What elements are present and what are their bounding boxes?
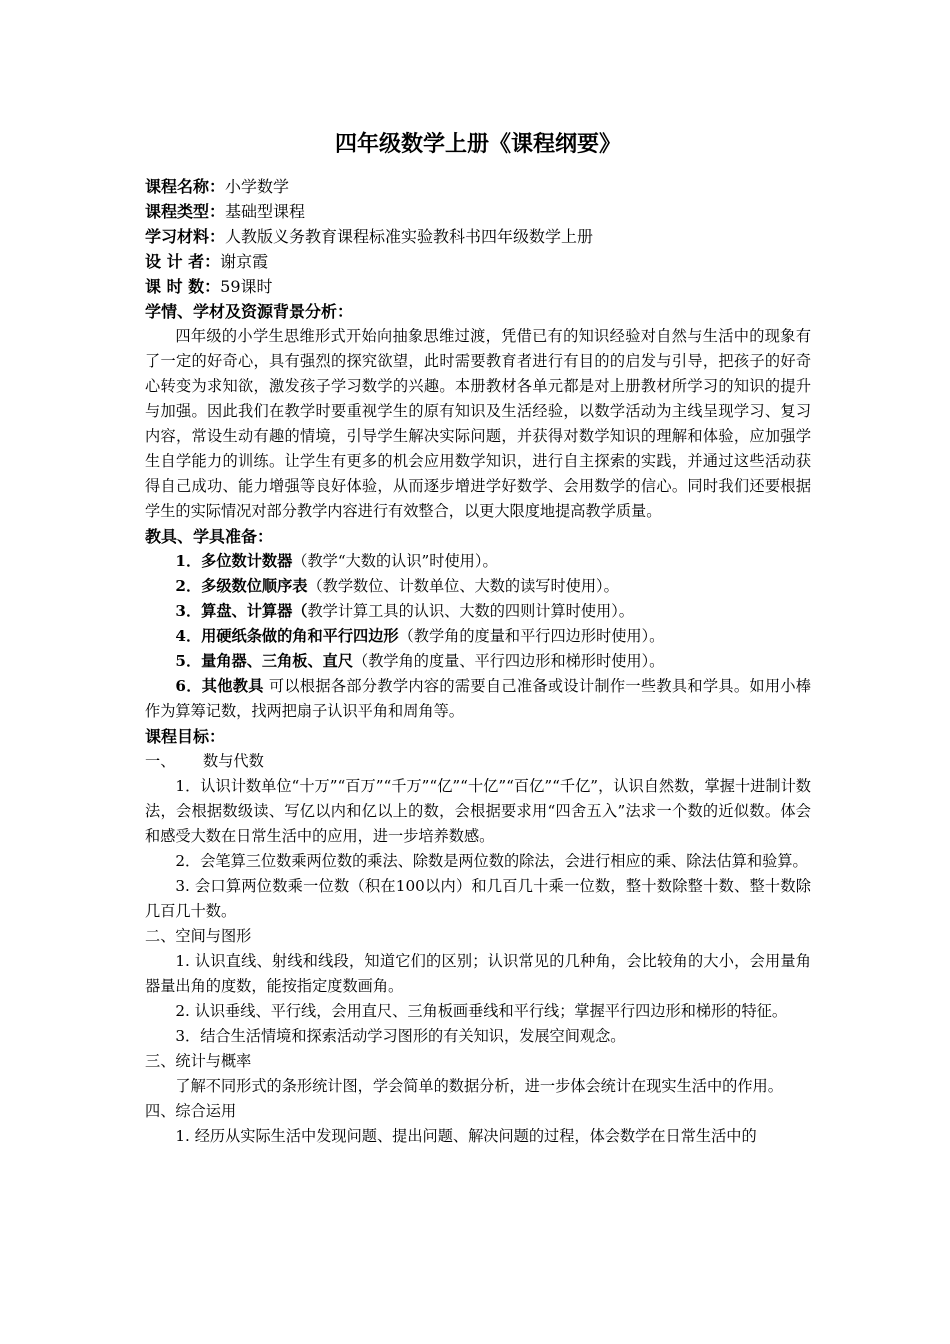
hours-value: 59课时 (220, 277, 273, 296)
course-name-value: 小学数学 (225, 177, 290, 196)
materials-line (145, 224, 811, 249)
goal-paragraph: 1. 认识直线、射线和线段，知道它们的区别；认识常见的几种角，会比较角的大小，会用量角器量出角的度数，能按指定度数画角。 (145, 952, 811, 995)
section-heading-space-shape: 二、空间与图形 (145, 927, 252, 945)
tool-number: 4． (175, 627, 202, 645)
goal-paragraph: 3．结合生活情境和探索活动学习图形的有关知识，发展空间观念。 (175, 1027, 626, 1045)
tool-name: 多位数计数器 (201, 552, 293, 570)
goals-heading: 课程目标： (145, 727, 226, 746)
goal-paragraph: 1．认识计数单位“十万”“百万”“千万”“亿”“十亿”“百亿”“千亿”，认识自然数，掌握十进制计数法，会根据数级读、写亿以内和亿以上的数，会根据要求用“四舍五入”法求一个数的近似数。体会和感受大数在日常生活中的应用，进一步培养数感。 (145, 777, 811, 845)
tool-name: 算盘、计算器（ (201, 602, 308, 620)
tool-number: 3． (175, 602, 202, 620)
section-heading-application: 四、综合运用 (145, 1102, 237, 1120)
section-heading-number-algebra (145, 749, 811, 774)
tool-description: （教学数位、计数单位、大数的读写时使用）。 (307, 577, 619, 595)
materials-value: 人教版义务教育课程标准实验教科书四年级数学上册 (225, 227, 594, 246)
goal-paragraph: 了解不同形式的条形统计图，学会简单的数据分析，进一步体会统计在现实生活中的作用。 (175, 1077, 783, 1095)
tool-name: 其他教具 (201, 677, 264, 695)
hours-line (145, 274, 811, 299)
document-title: 四年级数学上册《课程纲要》 (334, 131, 621, 157)
section-number: 一、 (145, 752, 176, 770)
tool-item (145, 649, 811, 674)
tool-name: 多级数位顺序表 (201, 577, 308, 595)
background-heading: 学情、学材及资源背景分析： (145, 302, 354, 321)
designer-line (145, 249, 811, 274)
designer-value: 谢京霞 (220, 252, 269, 271)
tool-number: 2． (175, 577, 202, 595)
tool-description: 教学计算工具的认识、大数的四则计算时使用）。 (307, 602, 634, 620)
tool-item (145, 674, 811, 724)
course-type-line (145, 199, 811, 224)
tool-item (145, 574, 811, 599)
course-name-line (145, 174, 811, 199)
hours-label: 课 时 数： (145, 277, 221, 296)
tool-number: 6． (175, 677, 202, 695)
tool-description: （教学“大数的认识”时使用）。 (292, 552, 498, 570)
materials-label: 学习材料： (145, 227, 226, 246)
section-title: 数与代数 (203, 752, 264, 770)
tool-number: 5． (175, 652, 202, 670)
goal-paragraph: 2. 认识垂线、平行线，会用直尺、三角板画垂线和平行线；掌握平行四边形和梯形的特征。 (175, 1002, 788, 1020)
tool-item (145, 624, 811, 649)
tool-number: 1． (175, 552, 202, 570)
designer-label: 设 计 者： (145, 252, 221, 271)
goal-paragraph: 1. 经历从实际生活中发现问题、提出问题、解决问题的过程，体会数学在日常生活中的 (175, 1127, 757, 1145)
document-page (145, 128, 811, 1149)
background-paragraph: 四年级的小学生思维形式开始向抽象思维过渡，凭借已有的知识经验对自然与生活中的现象有了一定的好奇心，具有强烈的探究欲望，此时需要教育者进行有目的的启发与引导，把孩子的好奇心转变为求知欲，激发孩子学习数学的兴趣。本册教材各单元都是对上册教材所学习的知识的提升与加强。因此我们在教学时要重视学生的原有知识及生活经验，以数学活动为主线呈现学习、复习内容，常设生动有趣的情境，引导学生解决实际问题，并获得对数学知识的理解和体验，应加强学生自学能力的训练。让学生有更多的机会应用数学知识，进行自主探索的实践，并通过这些活动获得自己成功、能力增强等良好体验，从而逐步增进学好数学、会用数学的信心。同时我们还要根据学生的实际情况对部分教学内容进行有效整合，以更大限度地提高教学质量。 (145, 327, 811, 520)
tool-item (145, 599, 811, 624)
tool-description: （教学角的度量和平行四边形时使用）。 (398, 627, 665, 645)
tool-name: 用硬纸条做的角和平行四边形 (201, 627, 399, 645)
goal-paragraph: 2．会笔算三位数乘两位数的乘法、除数是两位数的除法，会进行相应的乘、除法估算和验算。 (175, 852, 808, 870)
course-type-label: 课程类型： (145, 202, 226, 221)
course-type-value: 基础型课程 (225, 202, 306, 221)
section-heading-statistics: 三、统计与概率 (145, 1052, 252, 1070)
course-info (145, 174, 811, 299)
tool-description: 可以根据各部分教学内容的需要自己准备或设计制作一些教具和学具。如用小棒作为算筹记数，找两把扇子认识平角和周角等。 (145, 677, 811, 720)
tool-item (145, 549, 811, 574)
course-name-label: 课程名称： (145, 177, 226, 196)
tool-description: （教学角的度量、平行四边形和梯形时使用）。 (353, 652, 665, 670)
goal-paragraph: 3. 会口算两位数乘一位数（积在100以内）和几百几十乘一位数，整十数除整十数、整十数除几百几十数。 (145, 877, 811, 920)
tool-name: 量角器、三角板、直尺 (201, 652, 354, 670)
tools-heading: 教具、学具准备： (145, 527, 274, 546)
